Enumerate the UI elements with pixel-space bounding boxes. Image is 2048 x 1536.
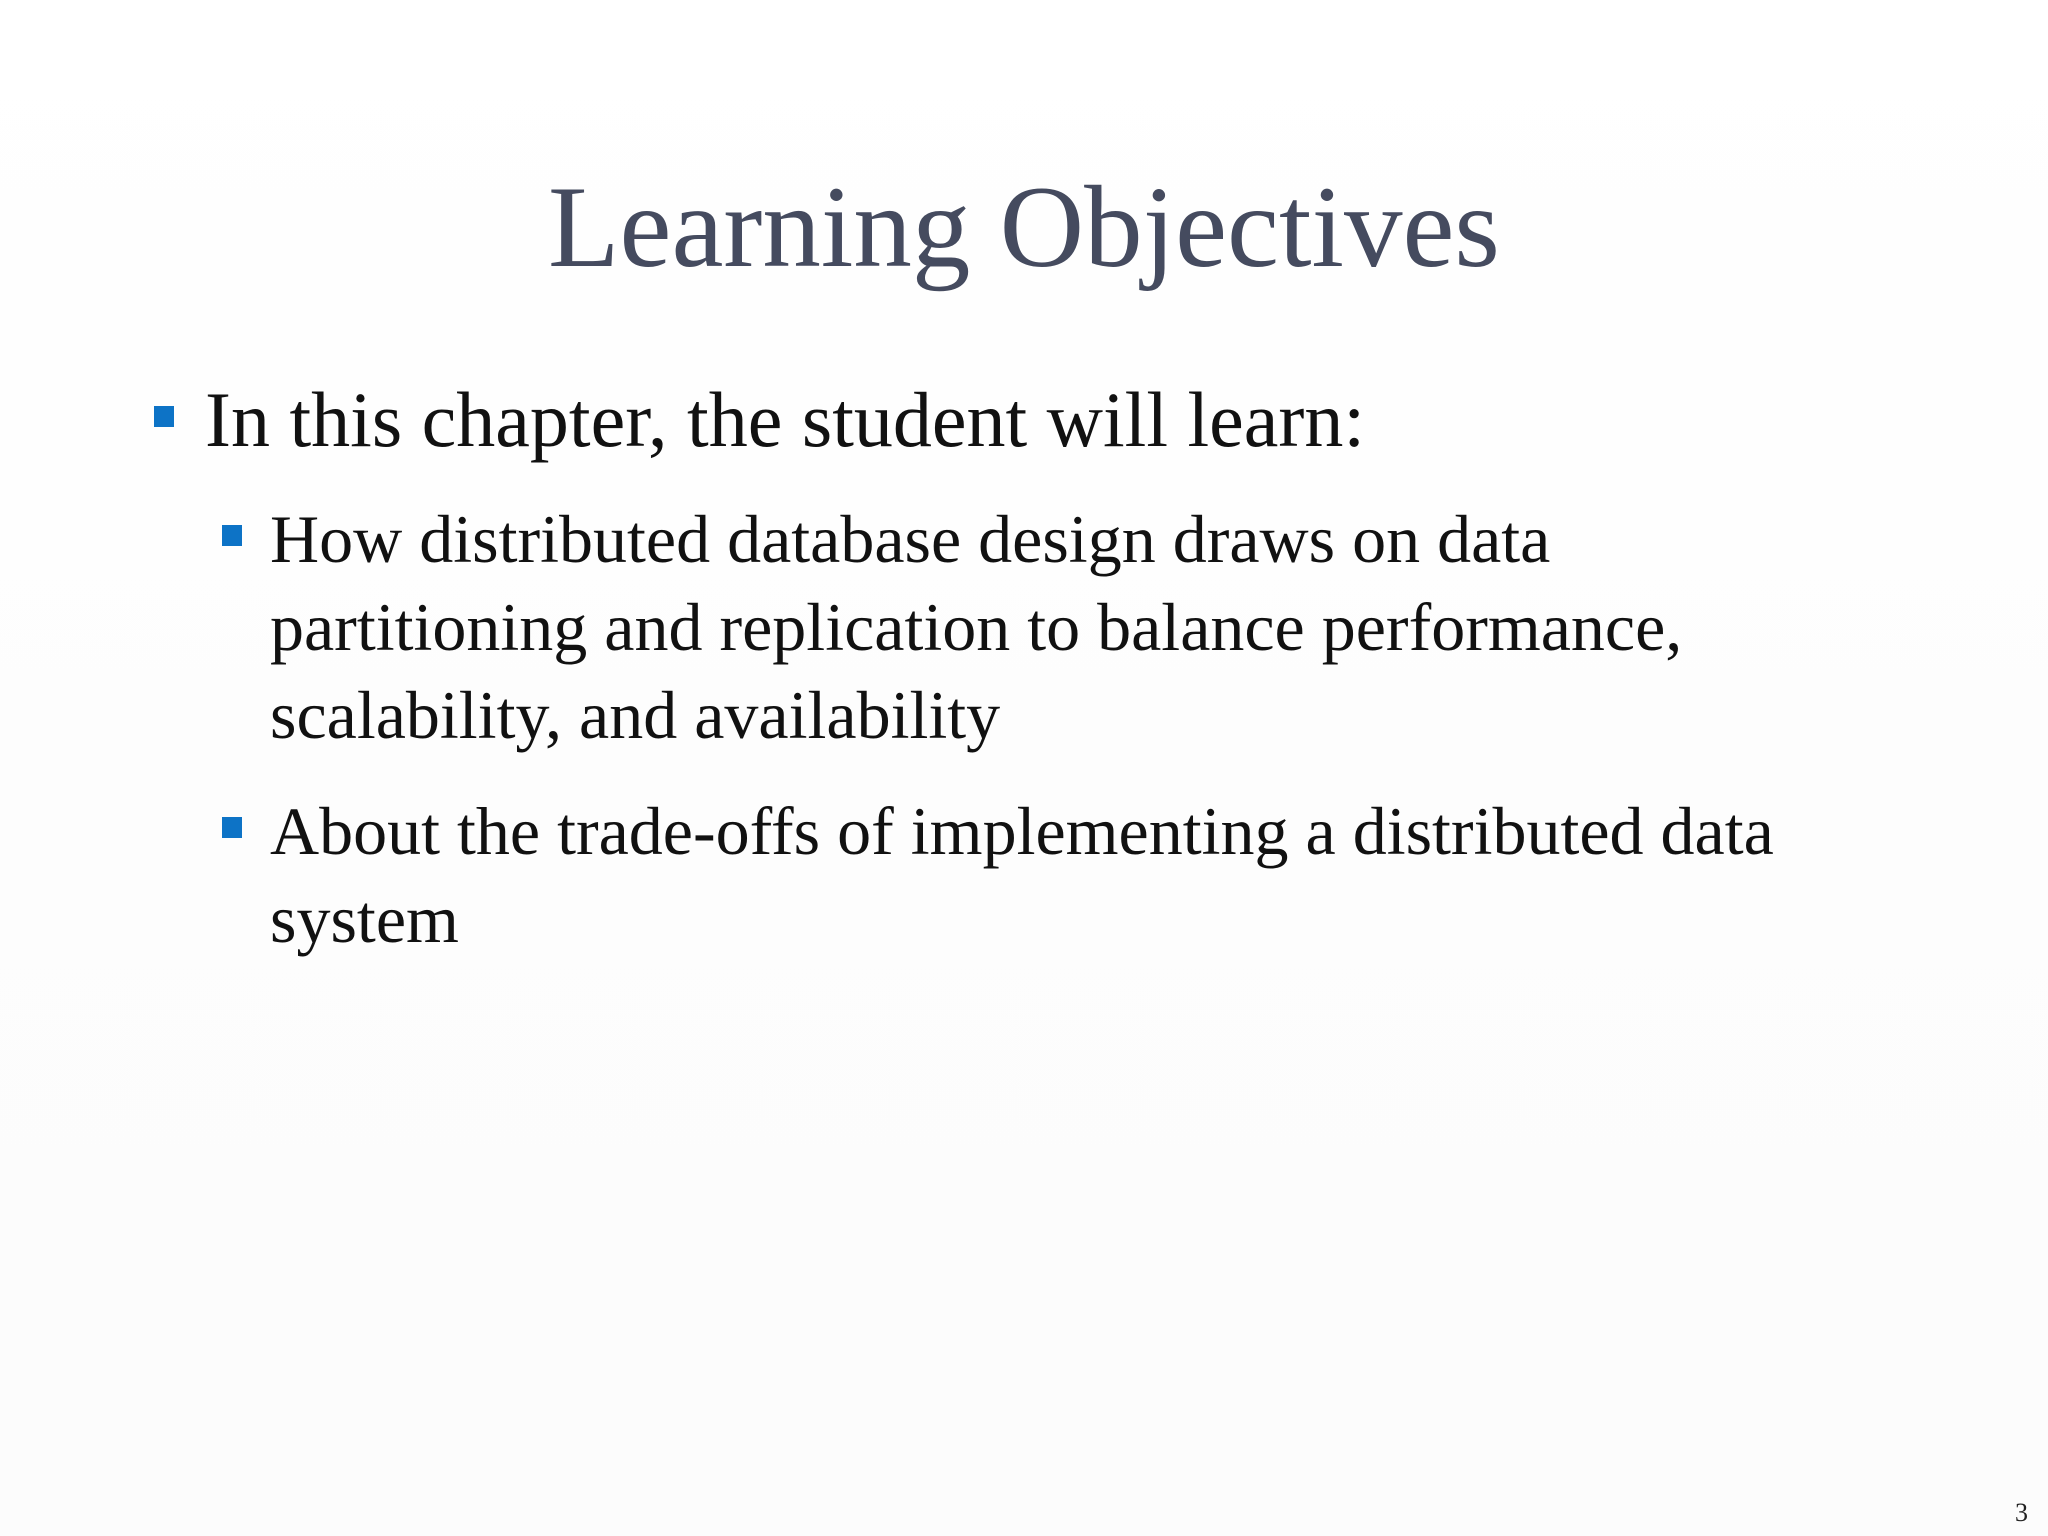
bullet-text: About the trade-offs of implementing a distributed data system <box>270 793 1774 957</box>
slide-title: Learning Objectives <box>548 163 1500 292</box>
square-bullet-icon <box>222 525 242 546</box>
page-number: 3 <box>2015 1498 2028 1527</box>
bullet-text: How distributed database design draws on data partitioning and replication to balance performance, scalability, and availability <box>270 501 1683 753</box>
square-bullet-icon <box>222 817 242 838</box>
square-bullet-icon <box>154 406 174 427</box>
bullet-text: In this chapter, the student will learn: <box>205 376 1366 463</box>
